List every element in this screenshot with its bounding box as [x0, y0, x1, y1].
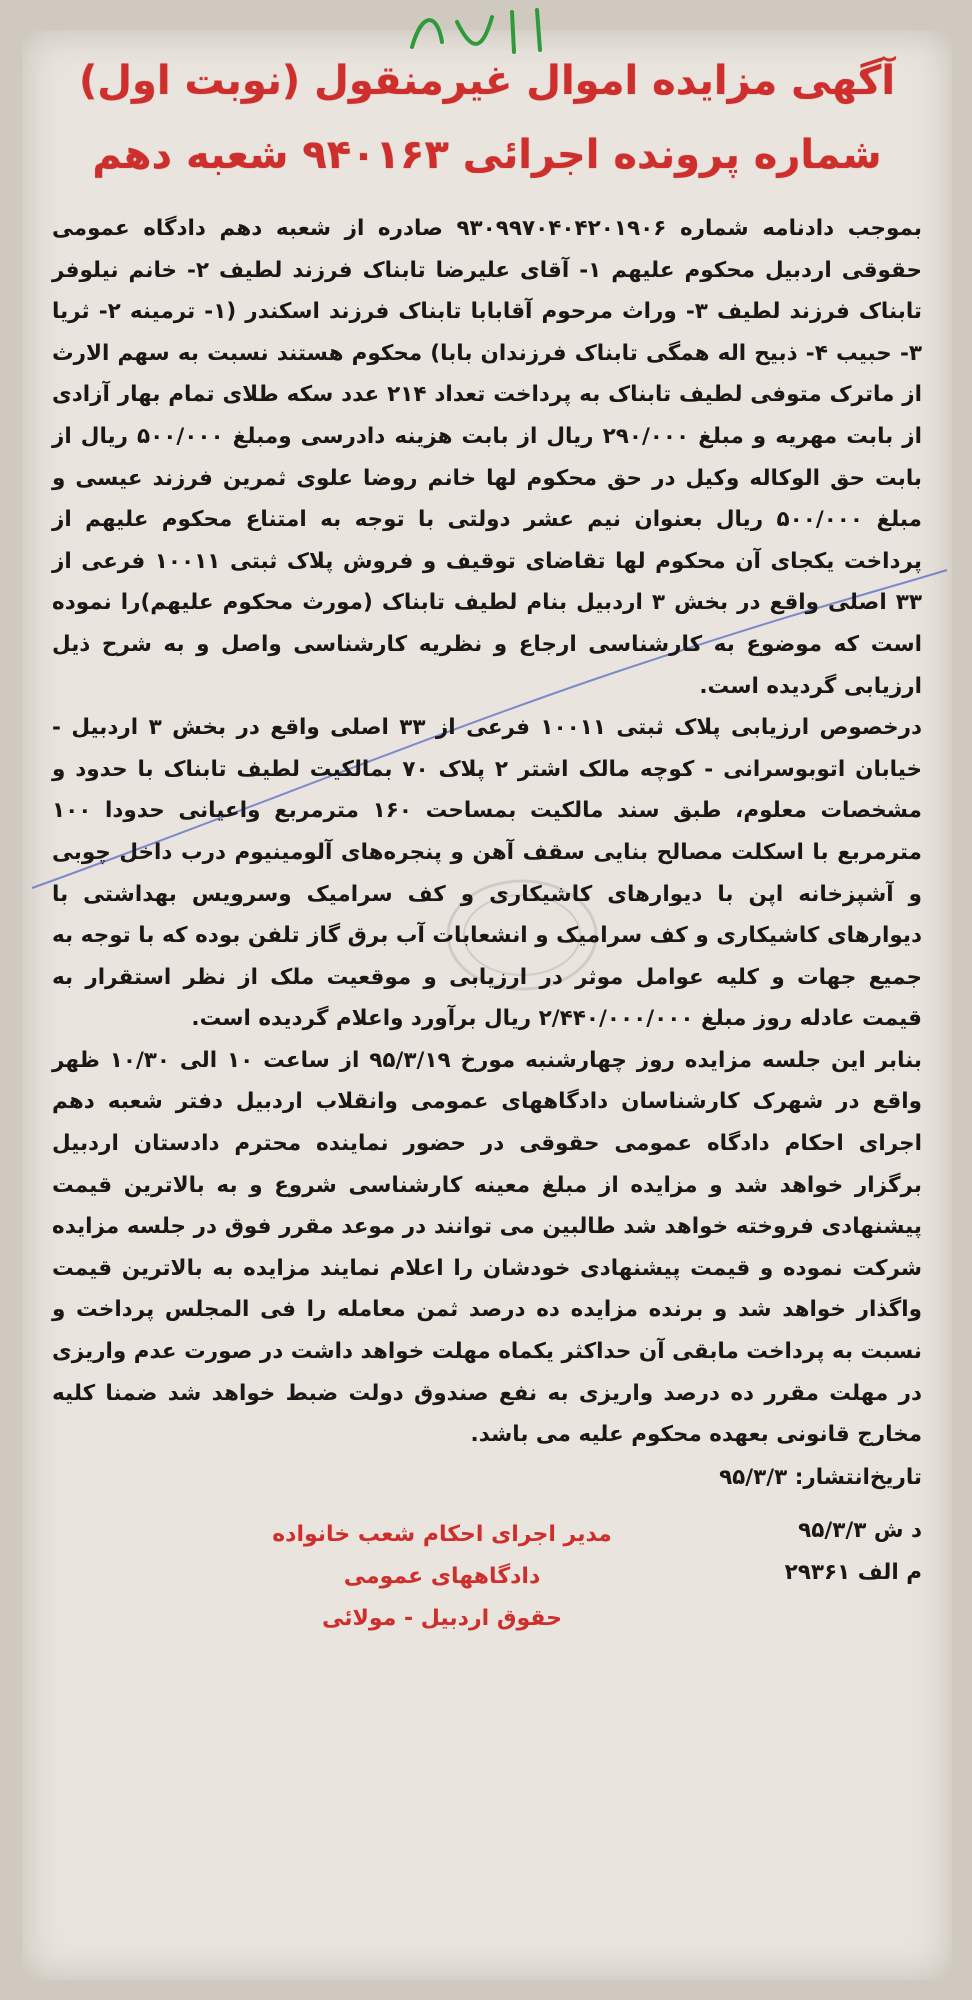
newspaper-clipping [22, 30, 952, 1980]
signature-block [222, 1514, 662, 1640]
case-number-title: شماره پرونده اجرائی ۹۴۰۱۶۳ شعبه دهم [92, 132, 882, 178]
appraisal-paragraph: درخصوص ارزیابی پلاک ثبتی ۱۰۰۱۱ فرعی از ۳۳ اصلی واقع در بخش ۳ اردبیل - خیابان اتوبوسرانی - کوچه مالک اشتر ۲ پلاک ۷۰ بمالکیت لطیف تابناک با حدود و مشخصات معلوم، طبق سند مالکیت بمساحت ۱۶۰ مترمربع واعیانی حدودا ۱۰۰ مترمربع با اسکلت مصالح بنایی سقف آهن و پنجره‌های آلومینیوم درب داخل چوبی و آشپزخانه اپن با دیوارهای کاشیکاری و کف سرامیک وسرویس بهداشتی با دیوارهای کاشیکاری و کف سرامیک و انشعابات آب برق گاز تلفن بوده که با توجه به جمیع جهات و کلیه عوامل موثر در ارزیابی و موقعیت ملک از نظر استقرار به قیمت عادله روز مبلغ ۲/۴۴۰/۰۰۰/۰۰۰ ریال برآورد واعلام گردیده است. [52, 715, 923, 1032]
notice-body [52, 208, 922, 1456]
publish-date: تاریخ‌انتشار: ۹۵/۳/۳ [719, 1464, 922, 1490]
notice-title: آگهی مزایده اموال غیرمنقول (نوبت اول) [78, 58, 896, 104]
judgment-paragraph: بموجب دادنامه شماره ۹۳۰۹۹۷۰۴۰۴۲۰۱۹۰۶ صادره از شعبه دهم دادگاه عمومی حقوقی اردبیل محکوم علیهم ۱- آقای علیرضا تابناک فرزند لطیف ۲- خانم نیلوفر تابناک فرزند لطیف ۳- وراث مرحوم آقابابا تابناک فرزند اسکندر (۱- ترمینه ۲- ثریا ۳- حبیب ۴- ذبیح اله همگی تابناک فرزندان بابا) محکوم هستند نسبت به سهم الارث از ماترک متوفی لطیف تابناک به پرداخت تعداد ۲۱۴ عدد سکه طلای تمام بهار آزادی از بابت مهریه و مبلغ ۲۹۰/۰۰۰ ریال از بابت هزینه دادرسی ومبلغ ۵۰۰/۰۰۰ ریال از بابت حق الوکاله وکیل در حق محکوم لها خانم روضا علوی ثمرین فرزند عیسی و مبلغ ۵۰۰/۰۰۰ ریال بعنوان نیم عشر دولتی با توجه به امتناع محکوم علیهم از پرداخت یکجای آن محکوم لها تقاضای توقیف و فروش پلاک ثبتی ۱۰۰۱۱ فرعی از ۳۳ اصلی واقع در بخش ۳ اردبیل بنام لطیف تابناک (مورث محکوم علیهم)را نموده است که موضوع به کارشناسی ارجاع و نظریه کارشناسی واصل و به شرح ذیل ارزیابی گردیده است. [52, 216, 923, 699]
signature-name: حقوق اردبیل - مولائی [322, 1605, 562, 1631]
signature-title: مدیر اجرای احکام شعب خانواده دادگاههای عمومی [272, 1521, 612, 1589]
notice-footer [52, 1460, 922, 1640]
reference-number: م الف ۲۹۳۶۱ [784, 1559, 922, 1585]
reference-code: د ش ۹۵/۳/۳ [798, 1517, 922, 1543]
auction-terms-paragraph: بنابر این جلسه مزایده روز چهارشنبه مورخ ۹۵/۳/۱۹ از ساعت ۱۰ الی ۱۰/۳۰ ظهر واقع در شهرک کارشناسان دادگاههای عمومی وانقلاب اردبیل دفتر شعبه دهم اجرای احکام دادگاه عمومی حقوقی در حضور نماینده محترم دادستان اردبیل برگزار خواهد شد و مزایده از مبلغ معینه کارشناسی شروع و به بالاترین قیمت پیشنهادی فروخته خواهد شد طالبین می توانند در موعد مقرر فوق در جلسه مزایده شرکت نموده و قیمت پیشنهادی خودشان را اعلام نمایند مزایده به بالاترین قیمت واگذار خواهد شد و برنده مزایده ده درصد ثمن معامله را فی المجلس پرداخت و نسبت به پرداخت مابقی آن حداکثر یکماه مهلت خواهد داشت در صورت عدم واریزی در مهلت مقرر ده درصد واریزی به نفع صندوق دولت ضبط خواهد شد ضمنا کلیه مخارج قانونی بعهده محکوم علیه می باشد. [52, 1047, 922, 1448]
auction-notice [52, 44, 922, 1640]
